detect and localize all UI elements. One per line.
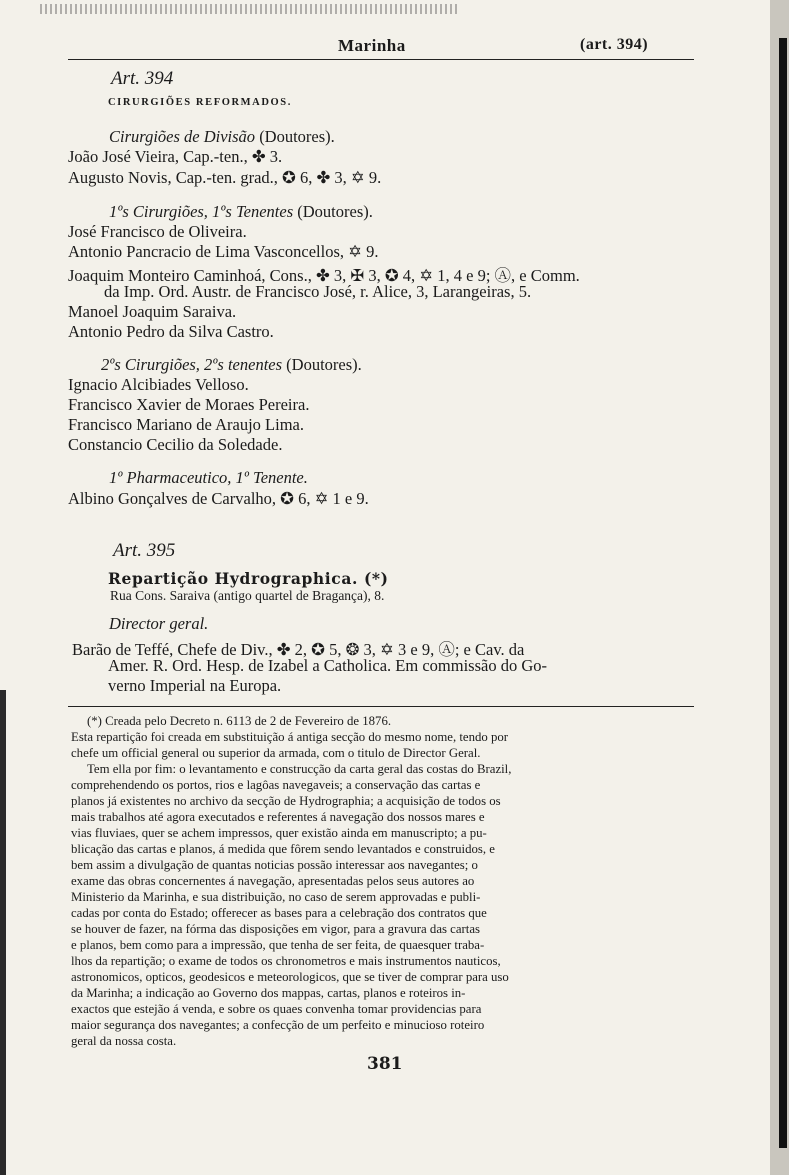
footnote-line: e planos, bem como para a impressão, que tenha de ser feita, de quaesquer traba- xyxy=(71,938,485,952)
footnote-line: chefe um official general ou superior da armada, com o titulo de Director Geral. xyxy=(71,746,481,760)
director-heading: Director geral. xyxy=(109,614,209,633)
footnote-line: bem assim a divulgação de quantas noticias possão interessar aos navegantes; o xyxy=(71,858,478,872)
page-edge-right xyxy=(770,0,789,1175)
list-item-continuation: da Imp. Ord. Austr. de Francisco José, r. Alice, 3, Larangeiras, 5. xyxy=(104,282,532,301)
footnote-line: se houver de fazer, na fórma das disposições em vigor, para a gravura das cartas xyxy=(71,922,481,936)
article-394-label: Art. 394 xyxy=(111,68,174,89)
list-item: José Francisco de Oliveira. xyxy=(68,222,247,241)
footnote-line: geral da nossa costa. xyxy=(71,1034,177,1048)
footnote-line: exame das obras concernentes á navegação, apresentadas pelos seus autores ao xyxy=(71,874,475,888)
article-395-label: Art. 395 xyxy=(113,540,176,561)
footnote-line: lhos da repartição; o exame de todos os chronometros e mais instrumentos nauticos, xyxy=(71,954,501,968)
list-item: João José Vieira, Cap.-ten., ✤ 3. xyxy=(68,147,283,166)
header-rule xyxy=(68,59,694,60)
list-item: Joaquim Monteiro Caminhoá, Cons., ✤ 3, ✠ 3, ✪ 4, ✡ 1, 4 e 9; Ⓐ, e Comm. xyxy=(68,266,580,285)
footnote-line: blicação das cartas e planos, á medida que fôrem sendo levantados e construidos, e xyxy=(71,842,495,856)
page-edge-left xyxy=(0,690,6,1175)
list-item: Antonio Pedro da Silva Castro. xyxy=(68,322,274,341)
group-heading: Cirurgiões de Divisão (Doutores). xyxy=(109,127,335,146)
footnote-line: Esta repartição foi creada em substituição á antiga secção do mesmo nome, tendo por xyxy=(71,730,509,744)
group-heading: 1ºs Cirurgiões, 1ºs Tenentes (Doutores). xyxy=(109,202,373,221)
footnote-line: mais trabalhos até agora executados e referentes á navegação dos nossos mares e xyxy=(71,810,485,824)
list-item: Francisco Xavier de Moraes Pereira. xyxy=(68,395,310,414)
address-line: Rua Cons. Saraiva (antigo quartel de Bragança), 8. xyxy=(110,588,385,603)
list-item: Ignacio Alcibiades Velloso. xyxy=(68,375,249,394)
running-header-article: (art. 394) xyxy=(580,36,649,53)
section-title: Repartição Hydrographica. (*) xyxy=(108,569,389,588)
section-title: CIRURGIÕES REFORMADOS. xyxy=(108,97,292,108)
list-item: Manoel Joaquim Saraiva. xyxy=(68,302,237,321)
running-header-title: Marinha xyxy=(338,36,406,55)
scan-noise xyxy=(40,4,460,14)
group-heading: 1º Pharmaceutico, 1º Tenente. xyxy=(109,468,308,487)
list-item: Albino Gonçalves de Carvalho, ✪ 6, ✡ 1 e 9. xyxy=(68,489,369,508)
list-item-continuation: verno Imperial na Europa. xyxy=(108,676,282,695)
footnote-line: Tem ella por fim: o levantamento e construcção da carta geral das costas do Brazil, xyxy=(87,762,512,776)
list-item: Antonio Pancracio de Lima Vasconcellos, ✡ 9. xyxy=(68,242,379,261)
page-number: 381 xyxy=(367,1054,403,1074)
footnote-line: cadas por conta do Estado; offerecer as bases para a celebração dos contratos que xyxy=(71,906,487,920)
footnote-line: astronomicos, opticos, geodesicos e meteorologicos, que se tiver de comprar para uso xyxy=(71,970,509,984)
footnote-line: Ministerio da Marinha, e sua distribuição, no caso de serem approvadas e publi- xyxy=(71,890,481,904)
footnote-line: planos já existentes no archivo da secção de Hydrographia; a acquisição de todos os xyxy=(71,794,501,808)
footnote-line: maior segurança dos navegantes; a confecção de um perfeito e minucioso roteiro xyxy=(71,1018,485,1032)
list-item: Augusto Novis, Cap.-ten. grad., ✪ 6, ✤ 3, ✡ 9. xyxy=(68,168,382,187)
footnote-line: comprehendendo os portos, rios e lagôas navegaveis; a conservação das cartas e xyxy=(71,778,481,792)
footnote-line: (*) Creada pelo Decreto n. 6113 de 2 de Fevereiro de 1876. xyxy=(87,714,392,728)
footnote-line: vias fluviaes, quer se achem impressos, quer existão ainda em manuscripto; a pu- xyxy=(71,826,487,840)
group-heading: 2ºs Cirurgiões, 2ºs tenentes (Doutores). xyxy=(101,355,362,374)
list-item: Francisco Mariano de Araujo Lima. xyxy=(68,415,304,434)
footnote-line: da Marinha; a indicação ao Governo dos mappas, cartas, planos e roteiros in- xyxy=(71,986,466,1000)
footnote-line: exactos que estejão á venda, e sobre os quaes convenha tomar providencias para xyxy=(71,1002,482,1016)
list-item: Constancio Cecilio da Soledade. xyxy=(68,435,283,454)
list-item-continuation: Amer. R. Ord. Hesp. de Izabel a Catholica. Em commissão do Go- xyxy=(108,656,547,675)
list-item: Barão de Teffé, Chefe de Div., ✤ 2, ✪ 5, ❂ 3, ✡ 3 e 9, Ⓐ; e Cav. da xyxy=(72,640,525,659)
footnote-rule xyxy=(68,706,694,707)
